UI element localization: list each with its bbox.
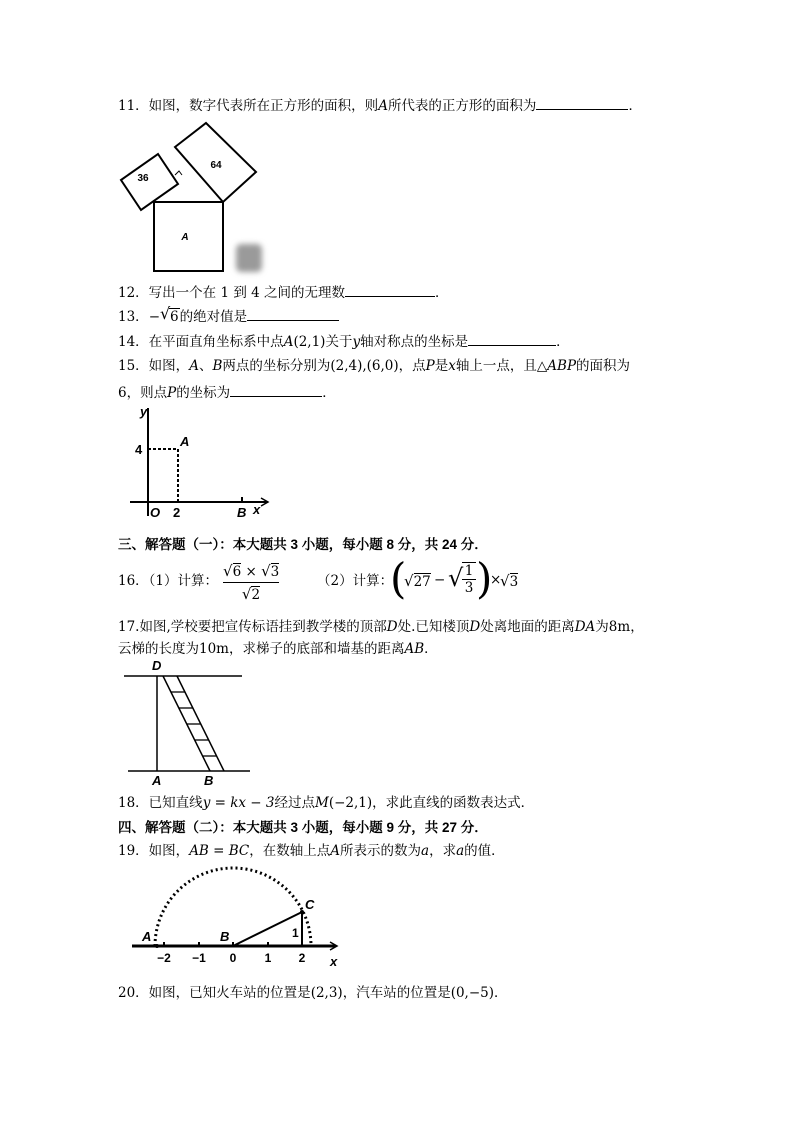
q16-part1-label: 16．（1）计算： xyxy=(118,573,219,589)
answer-blank[interactable] xyxy=(536,96,628,110)
label-c: C xyxy=(305,897,315,912)
label-2: 2 xyxy=(173,505,181,520)
sqrt-6: √ 6 xyxy=(160,304,179,325)
question-17-line2: 云梯的长度为10m，求梯子的底部和墙基的距离AB． xyxy=(118,641,438,657)
label-x: x xyxy=(253,502,261,517)
blur-artifact xyxy=(236,244,262,272)
q12-end: ． xyxy=(435,285,449,301)
q15-figure xyxy=(130,404,280,524)
answer-blank[interactable] xyxy=(468,332,556,346)
q16-fraction: √6 × √3 √2 xyxy=(223,562,280,603)
question-14: 14．在平面直角坐标系中点A(2,1)关于y轴对称点的坐标是 ． xyxy=(118,334,570,350)
question-12 xyxy=(118,283,449,302)
label-a: A xyxy=(142,929,152,944)
ladder-rail-left xyxy=(163,676,210,771)
label-4: 4 xyxy=(135,442,143,457)
label-b: B xyxy=(220,929,230,944)
answer-blank[interactable] xyxy=(345,283,435,297)
q12-text: 12．写出一个在 1 到 4 之间的无理数 xyxy=(118,285,346,301)
answer-blank[interactable] xyxy=(247,307,339,321)
ladder-rungs xyxy=(171,692,217,756)
label-x: x xyxy=(330,954,338,969)
label-b: B xyxy=(237,505,247,520)
question-11 xyxy=(118,96,642,115)
question-15-line1: 15．如图，A、B两点的坐标分别为(2,4),(6,0)，点P是x轴上一点，且△ABP的面积为 xyxy=(118,358,631,374)
label-d: D xyxy=(152,658,162,673)
point-c xyxy=(300,910,304,914)
tick-label-2: 2 xyxy=(298,951,306,965)
q19-figure xyxy=(130,862,350,974)
right-angle-mark xyxy=(175,171,182,175)
q13-minus: − xyxy=(148,309,160,325)
question-17-line1: 17.如图,学校要把宣传标语挂到教学楼的顶部D处.已知楼顶D处离地面的距离DA为8m， xyxy=(118,619,644,635)
point-a xyxy=(155,944,159,948)
tick-label-m2: −2 xyxy=(157,951,171,965)
label-a: A xyxy=(181,232,189,243)
q11-text: 11．如图，数字代表所在正方形的面积，则 xyxy=(118,98,379,114)
q11-suffix: 所代表的正方形的面积为 xyxy=(387,98,537,114)
answer-blank[interactable] xyxy=(230,383,322,397)
q13-suffix: 的绝对值是 xyxy=(179,309,248,325)
section-4-title: 四、解答题（二）：本大题共 3 小题，每小题 9 分，共 27 分． xyxy=(118,820,488,835)
q17-figure xyxy=(124,660,254,788)
tick-label-0: 0 xyxy=(229,951,237,965)
dotted-arc xyxy=(155,868,311,946)
label-a: A xyxy=(180,434,190,449)
label-36: 36 xyxy=(137,173,149,184)
label-64: 64 xyxy=(210,160,222,171)
section-3-title: 三、解答题（一）：本大题共 3 小题，每小题 8 分，共 24 分． xyxy=(118,537,488,552)
tick-label-m1: −1 xyxy=(192,951,206,965)
question-15-line2: 6，则点P的坐标为 ． xyxy=(118,385,336,401)
label-a: A xyxy=(152,773,162,788)
q11-var: A xyxy=(378,98,388,114)
label-b: B xyxy=(204,773,214,788)
question-18: 18．已知直线y = kx − 3经过点M(−2,1)，求此直线的函数表达式． xyxy=(118,795,535,811)
label-side-1: 1 xyxy=(292,926,299,940)
label-y: y xyxy=(140,404,148,419)
label-o: O xyxy=(150,505,161,520)
tick-label-1: 1 xyxy=(264,951,272,965)
question-19: 19．如图，AB = BC，在数轴上点A所表示的数为a，求a的值． xyxy=(118,843,505,859)
question-20: 20．如图，已知火车站的位置是(2,3)，汽车站的位置是(0,−5)． xyxy=(118,985,508,1001)
q13-num: 13． xyxy=(118,309,149,325)
q11-end: ． xyxy=(628,98,642,114)
q16-part2-label: （2）计算： xyxy=(317,573,394,589)
question-13 xyxy=(118,304,339,326)
